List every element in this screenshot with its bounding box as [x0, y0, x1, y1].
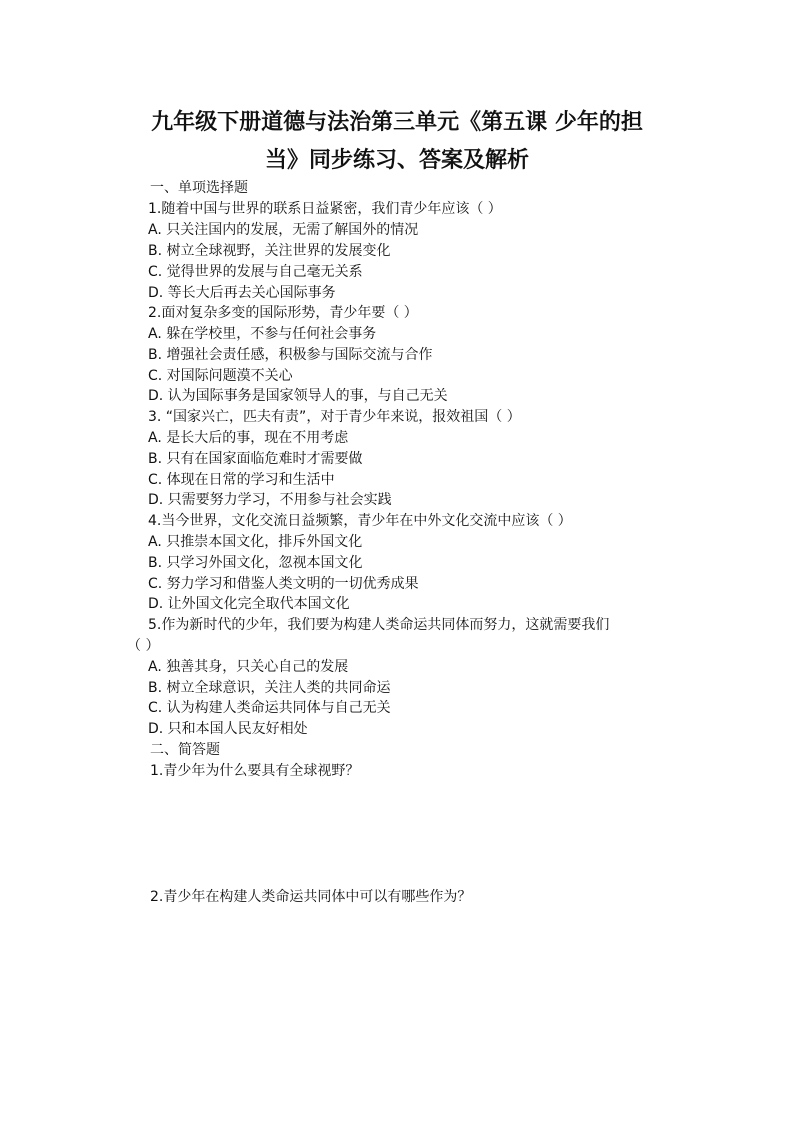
document-title-line-2: 当》同步练习、答案及解析 [264, 147, 529, 173]
question-1-stem: 1.随着中国与世界的联系日益紧密，我们青少年应该（ ） [148, 201, 502, 217]
question-5-stem-line-2: （ ） [127, 638, 160, 654]
question-5-option-c: C. 认为构建人类命运共同体与自己无关 [148, 700, 391, 716]
section-heading-short-answer: 二、简答题 [150, 742, 220, 758]
question-5-option-d: D. 只和本国人民友好相处 [148, 721, 308, 737]
question-2-option-c: C. 对国际问题漠不关心 [148, 368, 293, 384]
question-3-option-c: C. 体现在日常的学习和生活中 [148, 472, 335, 488]
section-heading-single-choice: 一、单项选择题 [150, 180, 248, 196]
question-4-option-b: B. 只学习外国文化，忽视本国文化 [148, 555, 363, 571]
question-1-option-c: C. 觉得世界的发展与自己毫无关系 [148, 264, 363, 280]
question-4-stem: 4.当今世界，文化交流日益频繁，青少年在中外文化交流中应该（ ） [148, 513, 572, 529]
question-2-stem: 2.面对复杂多变的国际形势，青少年要（ ） [148, 305, 418, 321]
question-5-option-a: A. 独善其身，只关心自己的发展 [148, 659, 349, 675]
question-4-option-d: D. 让外国文化完全取代本国文化 [148, 596, 350, 612]
question-2-option-a: A. 躲在学校里，不参与任何社会事务 [148, 326, 377, 342]
question-3-stem: 3. “国家兴亡，匹夫有责”，对于青少年来说，报效祖国（ ） [148, 409, 521, 425]
question-2-option-d: D. 认为国际事务是国家领导人的事，与自己无关 [148, 388, 448, 404]
question-4-option-a: A. 只推崇本国文化，排斥外国文化 [148, 534, 363, 550]
question-1-option-b: B. 树立全球视野，关注世界的发展变化 [148, 243, 391, 259]
question-3-option-a: A. 是长大后的事，现在不用考虑 [148, 430, 349, 446]
short-answer-question-2: 2.青少年在构建人类命运共同体中可以有哪些作为？ [150, 889, 472, 905]
question-5-stem-line-1: 5.作为新时代的少年，我们要为构建人类命运共同体而努力，这就需要我们 [148, 617, 610, 633]
document-title-line-1: 九年级下册道德与法治第三单元《第五课 少年的担 [151, 109, 643, 135]
short-answer-question-1: 1.青少年为什么要具有全球视野？ [150, 763, 360, 779]
question-3-option-b: B. 只有在国家面临危难时才需要做 [148, 451, 363, 467]
question-1-option-a: A. 只关注国内的发展，无需了解国外的情况 [148, 222, 419, 238]
question-4-option-c: C. 努力学习和借鉴人类文明的一切优秀成果 [148, 576, 419, 592]
question-1-option-d: D. 等长大后再去关心国际事务 [148, 285, 336, 301]
question-5-option-b: B. 树立全球意识，关注人类的共同命运 [148, 680, 391, 696]
question-3-option-d: D. 只需要努力学习，不用参与社会实践 [148, 492, 392, 508]
question-2-option-b: B. 增强社会责任感，积极参与国际交流与合作 [148, 347, 433, 363]
